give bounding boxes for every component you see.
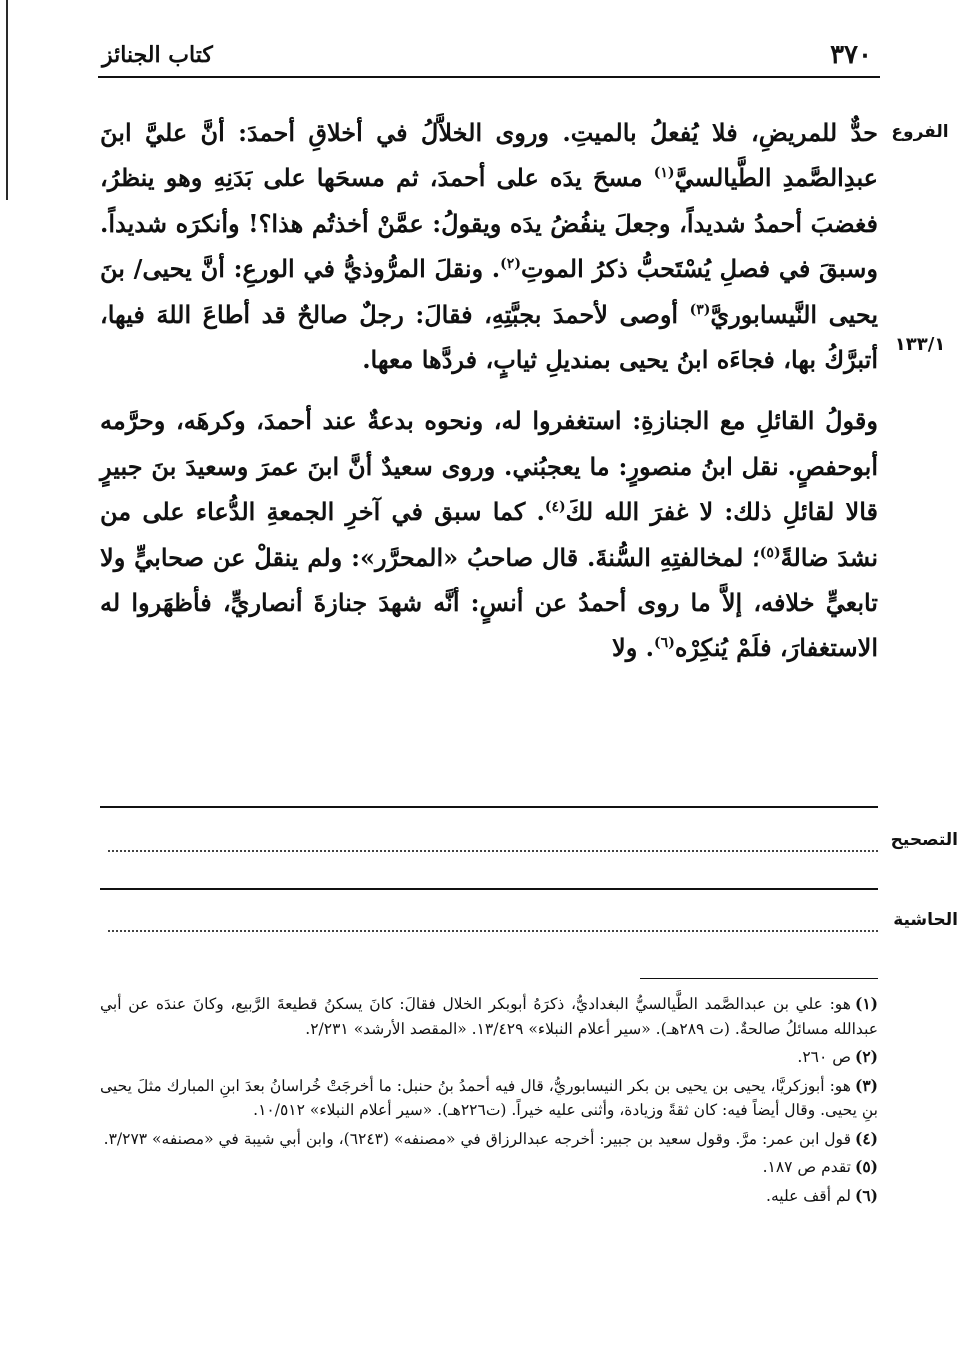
- main-text: [100, 110, 878, 671]
- footnote-number: (٢): [854, 1047, 878, 1066]
- footnote-number: (٣): [854, 1075, 878, 1095]
- text-run: . ولا: [612, 633, 655, 663]
- text-run: مسحَ يدَه على أحمدَ، ثم مسحَها على بَدَنِهِ وهو ينظرُ، فغضبَ أحمدُ شديداً، وجعلَ ينفُضُ يدَه ويقولُ: عمَّنْ أخذتُم هذا؟! وأنكرَه شديداً. وسبقَ في فصلِ يُسْتَحبُّ ذكرُ الموتِ: [100, 163, 878, 284]
- text-run: ؛ لمخالفتِهِ السُّنةَ. قال صاحبُ «المحرَّر»: ولم ينقلْ عن صحابيٍّ ولا تابعيٍّ خلافه، إلاَّ ما روى أحمدُ عن أنسٍ: أنَّه شهدَ جنازةَ أنصاريٍّ، فأظهَروا له الاستغفارَ، فلَمْ يُنكِرْه: [100, 542, 878, 663]
- annotation-field[interactable]: [108, 930, 878, 932]
- section-label: الفروع: [891, 122, 949, 142]
- page-header: [100, 40, 878, 74]
- footnote-number: (١): [854, 994, 878, 1013]
- text-run: وقولُ القائلِ مع الجنازةِ: استغفروا له، ونحوه بدعةٌ عند أحمدَ، وكرهَه، وحرَّمه أبوحفصٍ. نقل ابنُ منصورٍ: ما يعجبُني. وروى سعيدٌ أنَّ ابنَ عمرَ وسعيدَ بنَ جبيرٍ قالا لقائلِ ذلك: لا غفرَ الله لكَ: [100, 406, 879, 527]
- manuscript-ref: ١٣٣/١: [894, 334, 946, 355]
- footnote-ref[interactable]: (١): [653, 165, 675, 182]
- footnote-text: ص ٢٦٠.: [797, 1048, 851, 1066]
- text-run: . ونقلَ المرُّوذيُّ في الورعِ: أنَّ يحيى/ بنَ يحيى النَّيسابوريَّ: [100, 254, 878, 329]
- footnote-item: [100, 1184, 878, 1209]
- scan-edge-line: [6, 0, 8, 200]
- correction-label: التصحيح: [890, 830, 958, 850]
- header-rule: [98, 76, 880, 78]
- paragraph-1: [100, 110, 878, 382]
- paragraph-2: [100, 398, 878, 670]
- footnote-text: لم أقف عليه.: [766, 1186, 851, 1205]
- field-separator-rule: [100, 888, 878, 890]
- footnote-number: (٥): [854, 1157, 878, 1176]
- text-run: . كما سبق في آخرِ الجمعةِ الدُّعاء على من نشدَ ضالةً: [100, 497, 878, 572]
- footnote-item: [100, 992, 878, 1041]
- footnote-ref[interactable]: (٥): [759, 544, 781, 561]
- book-title: كتاب الجنائز: [102, 42, 213, 68]
- footnote-ref[interactable]: (٣): [689, 301, 711, 318]
- footnote-text: قول ابن عمر: مرَّ. وقول سعيد بن جبير: أخرجه عبدالرزاق في «مصنفه» (٦٢٤٣)، وابن أبي شيبة في «مصنفه» ٣/٢٧٣.: [103, 1129, 851, 1148]
- footnote-number: (٦): [854, 1185, 878, 1205]
- footnote-ref[interactable]: (٢): [500, 256, 521, 273]
- footnote-number: (٤): [854, 1128, 878, 1148]
- footnote-ref[interactable]: (٦): [654, 635, 675, 652]
- footnote-item: [100, 1155, 878, 1180]
- footnotes-list: [100, 992, 878, 1212]
- page-number: ٣٧٠: [830, 40, 872, 70]
- footnote-ref[interactable]: (٤): [544, 499, 566, 516]
- footnote-text: هو: علي بن عبدالصَّمد الطَّيالسيُّ البغداديُّ، ذكرَهُ أبوبكر الخلال فقالَ: كانَ يسكنُ قطيعةَ الرَّبيع، وكانَ عندَه عن أبي عبدالله مسائلُ صالحةٌ. (ت ٢٨٩هـ). «سير أعلام النبلاء» ١٣/٤٢٩. «المقصد الأرشد» ٢/٢٣١.: [100, 995, 878, 1038]
- annotation-label: الحاشية: [893, 910, 958, 930]
- footnote-text: تقدم ص ١٨٧.: [762, 1158, 851, 1176]
- correction-field[interactable]: [108, 850, 878, 852]
- footnote-item: [100, 1074, 878, 1123]
- text-run: حدٌّ للمريضِ، فلا يُفعلُ بالميتِ. وروى الخلاَّلُ في أخلاقِ أحمدَ: أنَّ عليَّ ابنَ عبدِالصَّمدِ الطَّيالسيَّ: [100, 118, 879, 193]
- body-end-rule: [100, 806, 878, 808]
- footnote-item: [100, 1045, 878, 1070]
- footnote-rule: [640, 978, 878, 979]
- footnote-text: هو: أبوزكريَّا، يحيى بن يحيى بن بكر النيسابوريُّ، قال فيه أحمدُ بنُ حنبل: ما أخرجَتْ خُراسانُ بعدَ ابنِ المبارك مثلَ يحيى بنِ يحيى. وقال أيضاً فيه: كان ثقةً وزيادة، وأثنى عليه خيراً. (ت٢٢٦هـ). «سير أعلام النبلاء» ١٠/٥١٢.: [100, 1076, 878, 1119]
- text-run: أوصى لأحمدَ بجبَّتِهِ، فقالَ: رجلٌ صالحٌ قد أطاعَ اللهَ فيها، أتبرَّكُ بها، فجاءَه ابنُ يحيى بمنديلِ ثيابٍ، فردَّها معها.: [100, 299, 878, 375]
- footnote-item: [100, 1127, 878, 1152]
